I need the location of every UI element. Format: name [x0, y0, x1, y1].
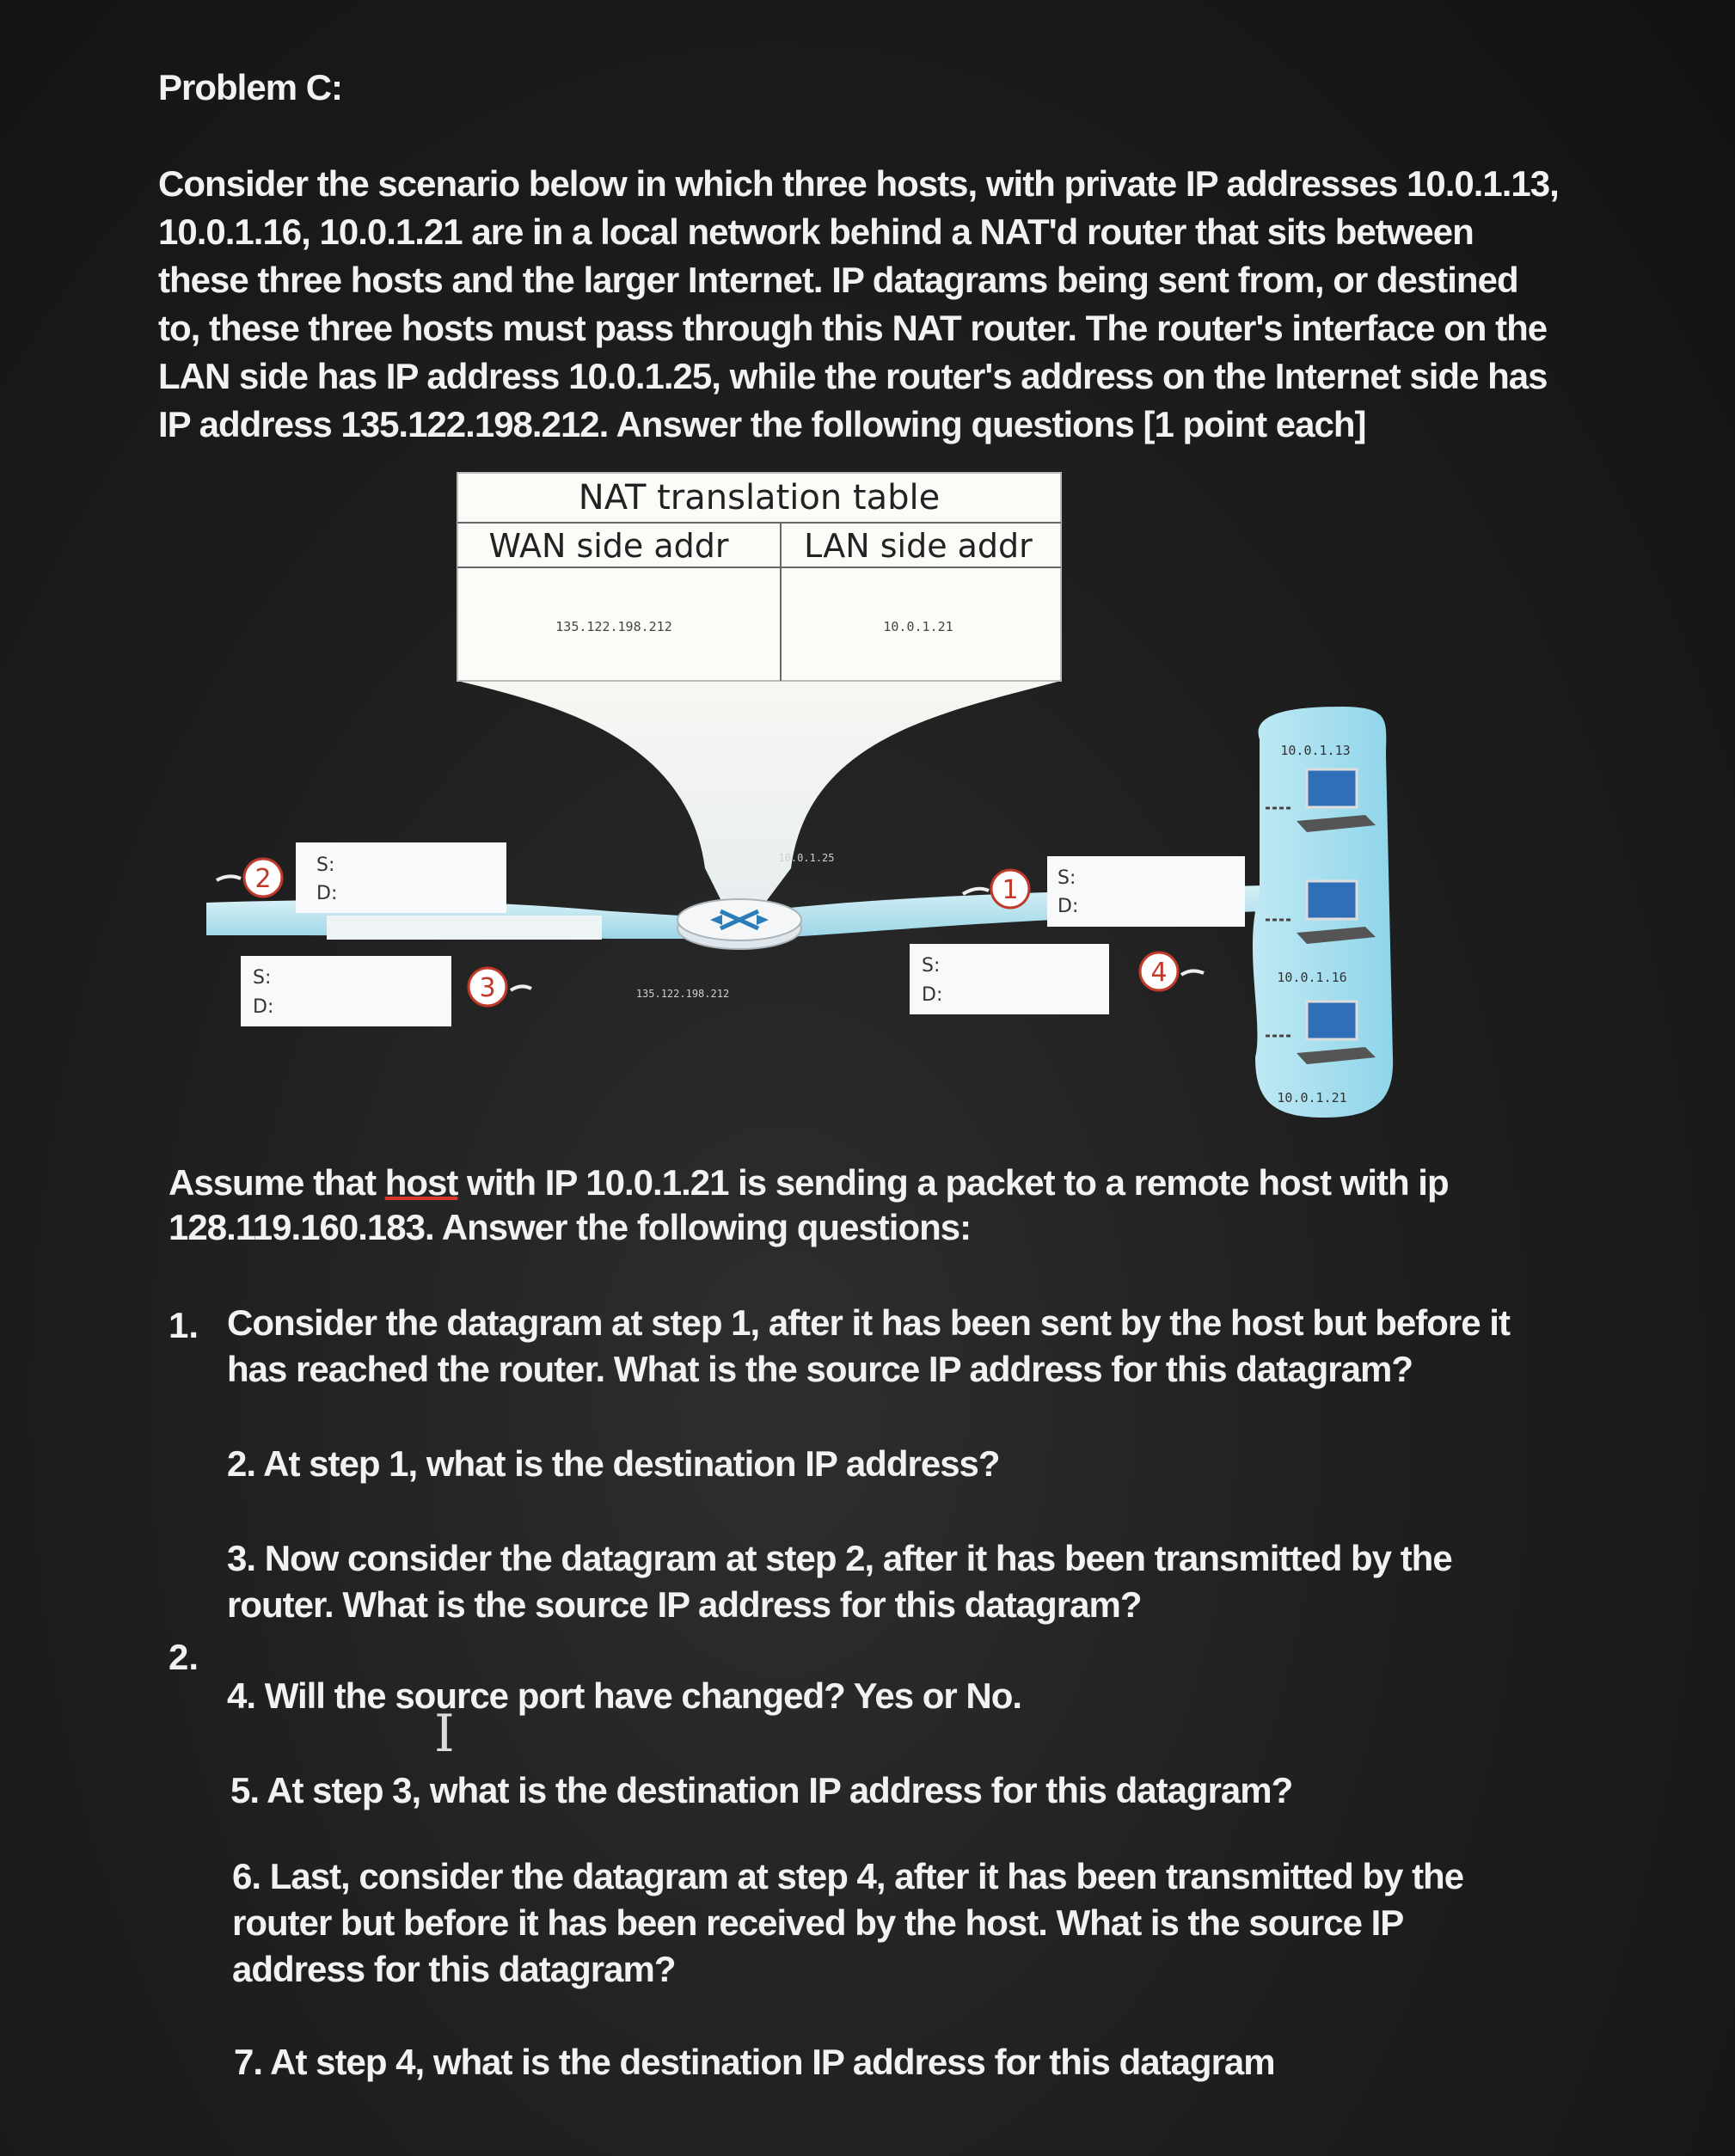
question-3: 3. Now consider the datagram at step 2, after it has been transmitted by the router. What is the source IP address for this datagram?: [227, 1538, 1452, 1625]
wan-column-header: WAN side addr: [488, 527, 729, 565]
datagram-2-source: S:: [316, 854, 335, 876]
question-1: Consider the datagram at step 1, after it has been sent by the host but before it has reached the router. What is the source IP address for this datagram?: [227, 1302, 1510, 1389]
host-ip-2: 10.0.1.16: [1277, 970, 1347, 985]
question-6: 6. Last, consider the datagram at step 4, after it has been transmitted by the router but before it has been received by the host. What is the source IP address for this datagram?: [232, 1856, 1464, 1989]
datagram-3-source: S:: [253, 967, 272, 989]
list-number-2: 2.: [169, 1637, 199, 1677]
assumption-paragraph: [169, 1161, 1458, 1250]
assumption-text-after: with IP 10.0.1.21 is sending a packet to a remote host with ip 128.119.160.183. Answer the following questions:: [169, 1162, 1449, 1247]
datagram-2-dest: D:: [316, 883, 338, 904]
nat-table: [457, 473, 1061, 681]
datagram-step-3: [241, 956, 531, 1026]
assumption-text-before: Assume that: [169, 1162, 385, 1203]
step-1-label: 1: [1002, 875, 1019, 905]
nat-router: [677, 899, 801, 949]
question-4: 4. Will the source port have changed? Yes or No.: [227, 1675, 1022, 1716]
underlined-word: host: [384, 1162, 458, 1203]
wan-address-cell: 135.122.198.212: [555, 619, 672, 634]
datagram-4-dest: D:: [922, 984, 943, 1006]
problem-heading: Problem C:: [158, 67, 343, 107]
question-5: 5. At step 3, what is the destination IP address for this datagram?: [230, 1770, 1293, 1810]
datagram-step-4: [910, 944, 1204, 1014]
datagram-4-source: S:: [922, 955, 941, 977]
intro-paragraph: Consider the scenario below in which three hosts, with private IP addresses 10.0.1.13, 10.0.1.16, 10.0.1.21 are in a local network behind a NAT'd router that sits between these three hosts and the larger Internet. IP datagrams being sent from, or destined to, these three hosts must pass through this NAT router. The router's interface on the LAN side has IP address 10.0.1.25, while the router's address on the Internet side has IP address 135.122.198.212. Answer the following questions [1 point each]: [158, 163, 1559, 444]
lan-column-header: LAN side addr: [804, 527, 1033, 565]
datagram-1-dest: D:: [1058, 896, 1079, 917]
list-number-1: 1.: [169, 1305, 199, 1345]
host-ip-1: 10.0.1.13: [1280, 743, 1351, 758]
nat-table-title: NAT translation table: [578, 478, 941, 518]
lan-address-cell: 10.0.1.21: [883, 619, 953, 634]
step-2-label: 2: [254, 864, 272, 894]
text-cursor-icon: I: [434, 1704, 455, 1764]
router-lan-ip: 10.0.1.25: [778, 852, 835, 864]
step-4-label: 4: [1150, 958, 1168, 988]
datagram-3-dest: D:: [253, 996, 274, 1018]
question-7: 7. At step 4, what is the destination IP address for this datagram: [234, 2042, 1275, 2082]
question-2: 2. At step 1, what is the destination IP address?: [227, 1443, 1000, 1484]
datagram-1-source: S:: [1058, 867, 1076, 889]
nat-diagram: [206, 464, 1410, 1135]
table-funnel: [457, 681, 1061, 903]
host-ip-3: 10.0.1.21: [1277, 1090, 1347, 1106]
router-wan-ip: 135.122.198.212: [635, 988, 730, 1000]
step-3-label: 3: [479, 973, 496, 1003]
